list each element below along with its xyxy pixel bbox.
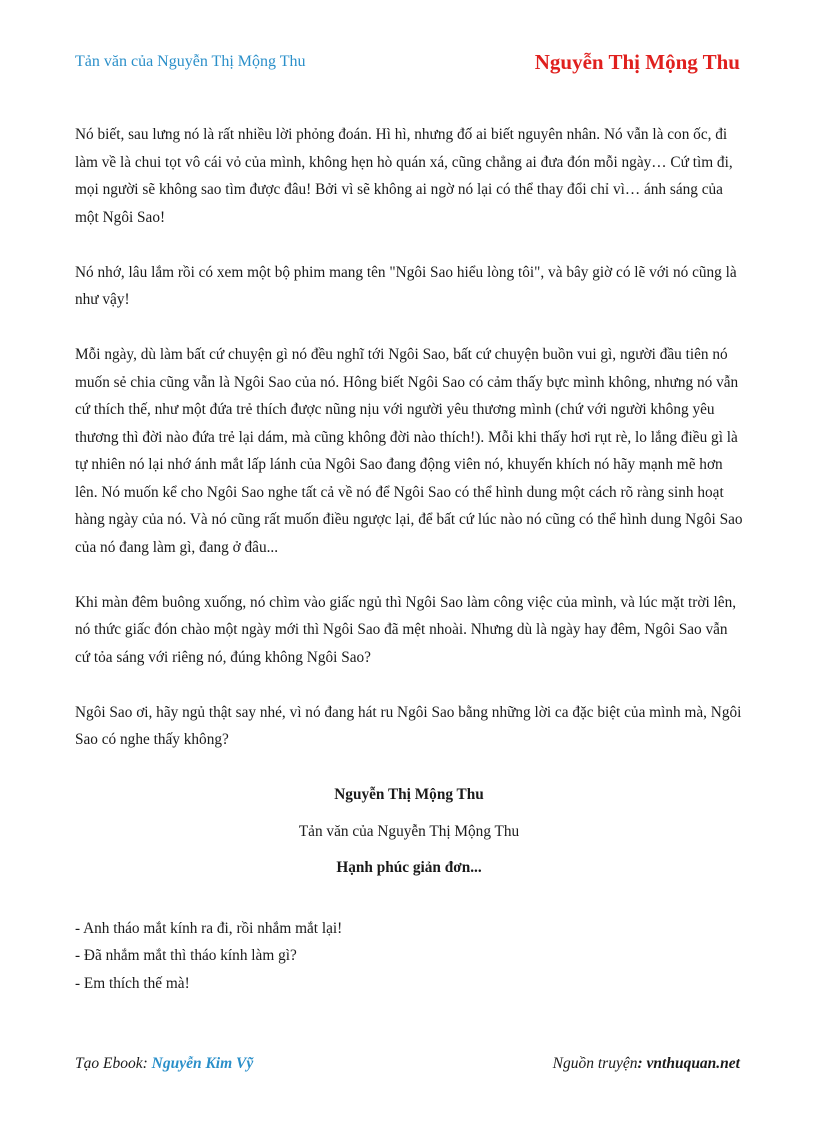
- paragraph-2: Nó nhớ, lâu lắm rồi có xem một bộ phim mang tên "Ngôi Sao hiểu lòng tôi", và bây giờ có lẽ với nó cũng là như vậy!: [75, 263, 737, 308]
- footer-ebook-sep: :: [142, 1055, 152, 1072]
- dialog-block: [75, 915, 743, 998]
- dialog-line-2: - Đã nhắm mắt thì tháo kính làm gì?: [75, 947, 297, 964]
- footer-source-sep: :: [637, 1055, 647, 1072]
- signature-subtitle: Tản văn của Nguyễn Thị Mộng Thu: [298, 822, 520, 840]
- footer-ebook-creator: Nguyễn Kim Vỹ: [151, 1055, 254, 1072]
- document-body: [75, 121, 743, 997]
- signature-name: Nguyễn Thị Mộng Thu: [334, 786, 484, 803]
- footer-source-label: Nguồn truyện: [552, 1055, 638, 1072]
- footer-source-site: vnthuquan.net: [646, 1055, 740, 1072]
- next-story-title: Hạnh phúc giản đơn...: [336, 859, 482, 876]
- footer-source-credit: [553, 1055, 740, 1073]
- dialog-line-3: - Em thích thế mà!: [75, 974, 190, 992]
- paragraph-5: Ngôi Sao ơi, hãy ngủ thật say nhé, vì nó đang hát ru Ngôi Sao bằng những lời ca đặc biệt của mình mà, Ngôi Sao có nghe thấy không?: [75, 703, 742, 748]
- footer-ebook-credit: [75, 1055, 253, 1073]
- header-author-name: Nguyễn Thị Mộng Thu: [534, 50, 740, 74]
- header-series-title: Tản văn của Nguyễn Thị Mộng Thu: [75, 53, 306, 70]
- signature-block: [75, 781, 743, 882]
- paragraph-3: Mỗi ngày, dù làm bất cứ chuyện gì nó đều nghĩ tới Ngôi Sao, bất cứ chuyện buồn vui gì, người đầu tiên nó muốn sẻ chia cũng vẫn là Ngôi Sao của nó. Hông biết Ngôi Sao có cảm thấy bực mình không, nhưng nó vẫn cứ thích thế, như một đứa trẻ thích được nũng nịu với người yêu thương mình (chứ với người không yêu thương thì đời nào đứa trẻ lại dám, mà cũng không đời nào thích!). Mỗi khi thấy hơi rụt rè, lo lắng điều gì là tự nhiên nó lại nhớ ánh mắt lấp lánh của Ngôi Sao đang động viên nó, khuyến khích nó hãy mạnh mẽ hơn lên. Nó muốn kể cho Ngôi Sao nghe tất cả về nó để Ngôi Sao có thể hình dung một cách rõ ràng sinh hoạt hàng ngày của nó. Và nó cũng rất muốn điều ngược lại, để bất cứ lúc nào nó cũng có thể hình dung Ngôi Sao của nó đang làm gì, đang ở đâu...: [75, 346, 743, 556]
- paragraph-4: Khi màn đêm buông xuống, nó chìm vào giấc ngủ thì Ngôi Sao làm công việc của mình, và lúc mặt trời lên, nó thức giấc đón chào một ngày mới thì Ngôi Sao đã mệt nhoài. Nhưng dù là ngày hay đêm, Ngôi Sao vẫn cứ tỏa sáng với riêng nó, đúng không Ngôi Sao?: [75, 593, 737, 666]
- paragraph-1: Nó biết, sau lưng nó là rất nhiều lời phỏng đoán. Hì hì, nhưng đố ai biết nguyên nhân. Nó vẫn là con ốc, đi làm về là chui tọt vô cái vỏ của mình, không hẹn hò quán xá, cũng chẳng ai đưa đón mỗi ngày… Cứ tìm đi, mọi người sẽ không sao tìm được đâu! Bởi vì sẽ không ai ngờ nó lại có thể thay đổi chỉ vì… ánh sáng của một Ngôi Sao!: [75, 126, 733, 226]
- footer-ebook-label: Tạo Ebook: [75, 1055, 143, 1072]
- dialog-line-1: - Anh tháo mắt kính ra đi, rồi nhắm mắt lại!: [75, 919, 343, 937]
